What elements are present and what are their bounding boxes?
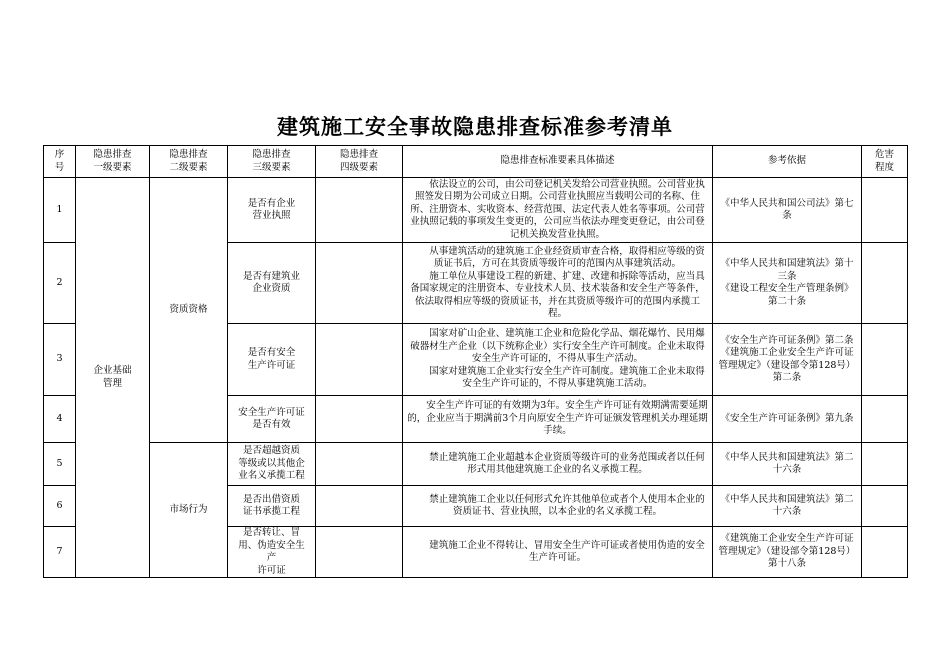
level2-cell-market: 市场行为 [150,443,228,578]
level4-cell [316,396,403,443]
risk-cell [862,396,908,443]
basis-line: 《中华人民共和国建筑法》第二十六条 [720,493,854,517]
risk-cell [862,486,908,527]
risk-cell [862,324,908,396]
basis-line: 《安全生产许可证条例》第九条 [720,412,854,424]
level4-cell [316,243,403,324]
seq-cell: 7 [44,527,76,578]
seq-cell: 3 [44,324,76,396]
seq-cell: 6 [44,486,76,527]
header-seq: 序 号 [44,146,76,178]
level4-cell [316,486,403,527]
level3-cell: 是否出借资质 证书承揽工程 [228,486,316,527]
risk-cell [862,443,908,486]
table-row [44,443,908,486]
level4-cell [316,324,403,396]
table-row [44,178,908,243]
header-level3: 隐患排查 三级要素 [228,146,316,178]
desc-paragraph: 禁止建筑施工企业以任何形式允许其他单位或者个人使用本企业的资质证书、营业执照，以本企业的名义承揽工程。 [429,493,705,517]
desc-paragraph: 安全生产许可证的有效期为3年。安全生产许可证有效期满需要延期的，企业应当于期满前3个月向原安全生产许可证颁发管理机关办理延期手续。 [407,400,708,437]
level1-cell: 企业基础 管理 [76,178,150,578]
level2-cell-qualification: 资质资格 [150,178,228,443]
basis-cell [713,396,862,443]
level3-cell: 是否转让、冒 用、伪造安全生 产 许可证 [228,527,316,578]
header-desc: 隐患排查标准要素具体描述 [403,146,713,178]
header-level1: 隐患排查 一级要素 [76,146,150,178]
level4-cell [316,443,403,486]
desc-cell [403,396,713,443]
desc-cell [403,527,713,578]
desc-cell [403,243,713,324]
basis-line: 《中华人民共和国建筑法》第二十六条 [720,451,854,475]
basis-line: 《中华人民共和国建筑法》第十三条 [720,258,854,282]
desc-cell [403,324,713,396]
header-risk: 危害 程度 [862,146,908,178]
basis-line: 《建筑施工企业安全生产许可证管理规定》（建设部令第128号）第二条 [718,347,856,383]
basis-line: 《中华人民共和国公司法》第七条 [720,197,854,221]
desc-paragraph: 从事建筑活动的建筑施工企业经资质审查合格，取得相应等级的资质证书后，方可在其资质等级许可的范围内从事建筑活动。 [429,245,705,269]
header-level4: 隐患排查 四级要素 [316,146,403,178]
desc-paragraph: 国家对建筑施工企业实行安全生产许可制度。建筑施工企业未取得安全生产许可证的，不得从事建筑施工活动。 [429,365,705,390]
desc-paragraph: 建筑施工企业不得转让、冒用安全生产许可证或者使用伪造的安全生产许可证。 [429,539,705,563]
risk-cell [862,178,908,243]
desc-paragraph: 施工单位从事建设工程的新建、扩建、改建和拆除等活动，应当具备国家规定的注册资本、专业技术人员、技术装备和安全生产等条件，依法取得相应等级的资质证书，并在其资质等级许可的范围内承揽工程。 [410,270,705,319]
seq-cell: 4 [44,396,76,443]
basis-line: 《安全生产许可证条例》第二条 [720,334,854,346]
level3-cell: 是否有建筑业 企业资质 [228,243,316,324]
desc-cell [403,443,713,486]
risk-cell [862,243,908,324]
desc-cell [403,486,713,527]
basis-cell [713,443,862,486]
basis-line: 《建设工程安全生产管理条例》第二十条 [720,283,854,307]
header-level2: 隐患排查 二级要素 [150,146,228,178]
basis-cell [713,178,862,243]
basis-cell [713,243,862,324]
seq-cell: 5 [44,443,76,486]
desc-cell [403,178,713,243]
basis-cell [713,486,862,527]
hazard-checklist-table [43,145,908,578]
level3-cell: 是否超越资质 等级或以其他企 业名义承揽工程 [228,443,316,486]
level3-cell: 安全生产许可证 是否有效 [228,396,316,443]
seq-cell: 2 [44,243,76,324]
level3-cell: 是否有安全 生产许可证 [228,324,316,396]
seq-cell: 1 [44,178,76,243]
document-title: 建筑施工安全事故隐患排查标准参考清单 [277,114,673,139]
desc-paragraph: 国家对矿山企业、建筑施工企业和危险化学品、烟花爆竹、民用爆破器材生产企业（以下统称企业）实行安全生产许可制度。企业未取得安全生产许可证的，不得从事生产活动。 [410,328,705,365]
header-basis: 参考依据 [713,146,862,178]
desc-paragraph: 依法设立的公司，由公司登记机关发给公司营业执照。公司营业执照签发日期为公司成立日期。公司营业执照应当载明公司的名称、住所、注册资本、实收资本、经营范围、法定代表人姓名等事项。公司营业执照记载的事项发生变更的，公司应当依法办理变更登记，由公司登记机关换发营业执照。 [410,178,705,240]
header-row [44,146,908,178]
desc-paragraph: 禁止建筑施工企业超越本企业资质等级许可的业务范围或者以任何形式用其他建筑施工企业的名义承揽工程。 [429,451,705,475]
level4-cell [316,178,403,243]
level3-cell: 是否有企业 营业执照 [228,178,316,243]
basis-line: 《建筑施工企业安全生产许可证管理规定》（建设部令第128号）第十八条 [718,533,856,570]
basis-cell [713,324,862,396]
level4-cell [316,527,403,578]
basis-cell [713,527,862,578]
risk-cell [862,527,908,578]
